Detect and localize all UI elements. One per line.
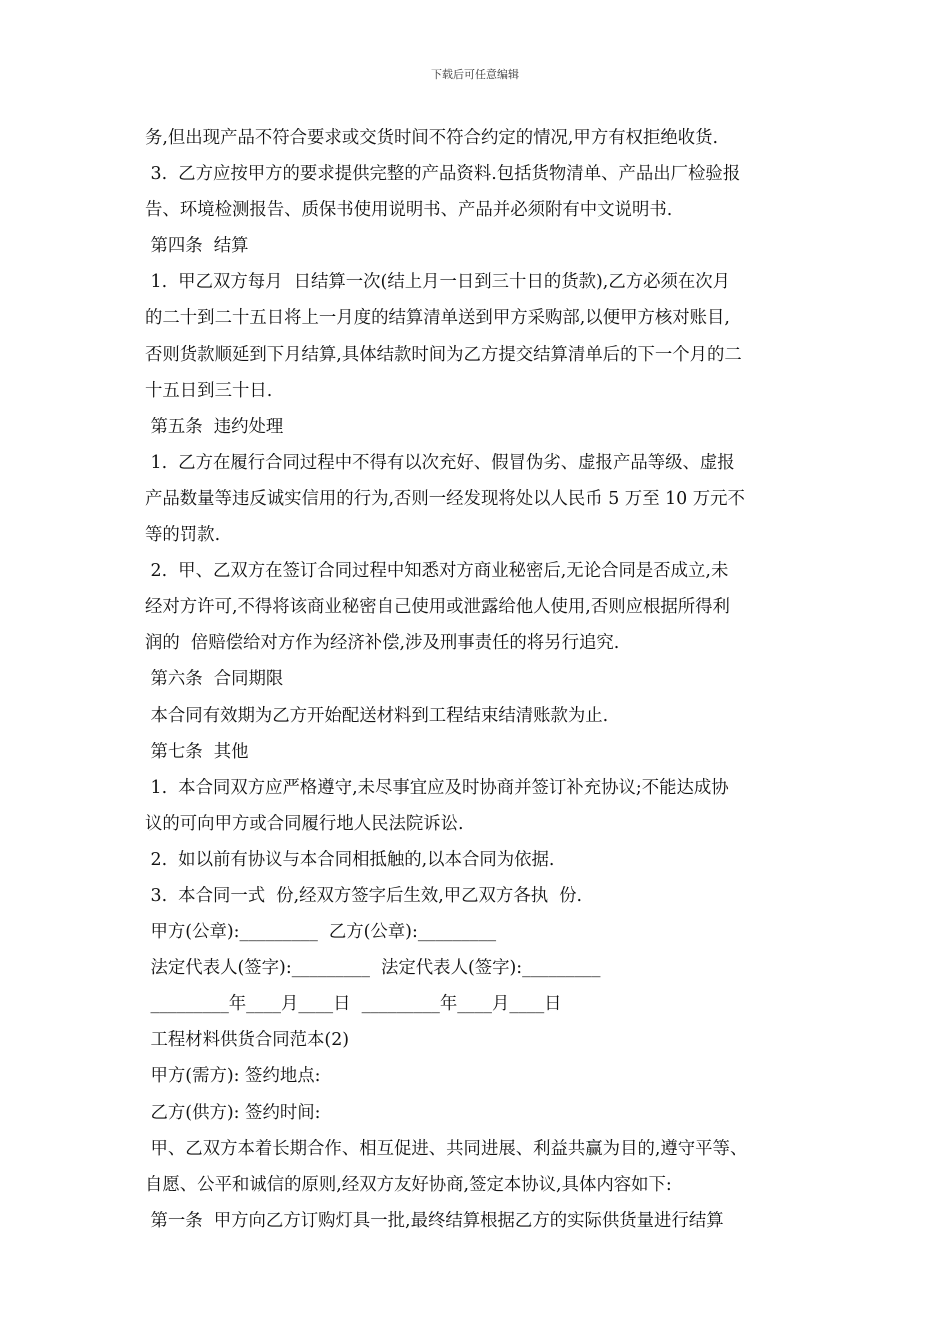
text-line: 3. 乙方应按甲方的要求提供完整的产品资料.包括货物清单、产品出厂检验报 [145, 164, 741, 185]
text-line: 议的可向甲方或合同履行地人民法院诉讼. [145, 813, 464, 834]
document-body [145, 120, 825, 1239]
text-line: 1. 本合同双方应严格遵守,未尽事宜应及时协商并签订补充协议;不能达成协 [145, 777, 729, 798]
text-line: 等的罚款. [145, 525, 221, 546]
section-heading: 第六条 合同期限 [145, 669, 284, 690]
text-line: 本合同有效期为乙方开始配送材料到工程结束结清账款为止. [145, 705, 609, 726]
text-line: 1. 乙方在履行合同过程中不得有以次充好、假冒伪劣、虚报产品等级、虚报 [145, 452, 735, 473]
text-line: 2. 如以前有协议与本合同相抵触的,以本合同为依据. [145, 849, 555, 870]
section-heading: 第五条 违约处理 [145, 416, 284, 437]
text-line: 2. 甲、乙双方在签订合同过程中知悉对方商业秘密后,无论合同是否成立,未 [145, 561, 729, 582]
text-line: 甲、乙双方本着长期合作、相互促进、共同进展、利益共赢为目的,遵守平等、 [145, 1138, 748, 1159]
text-line: 的二十到二十五日将上一月度的结算清单送到甲方采购部,以便甲方核对账目, [145, 308, 730, 329]
text-line: 润的 倍赔偿给对方作为经济补偿,涉及刑事责任的将另行追究. [145, 633, 620, 654]
text-line: 自愿、公平和诚信的原则,经双方友好协商,签定本协议,具体内容如下: [145, 1174, 672, 1195]
party-line: 乙方(供方): 签约时间: [145, 1102, 321, 1123]
text-line: 否则货款顺延到下月结算,具体结款时间为乙方提交结算清单后的下一个月的二 [145, 344, 742, 365]
signature-line: 甲方(公章):_________ 乙方(公章):_________ [145, 922, 497, 943]
text-line: 经对方许可,不得将该商业秘密自己使用或泄露给他人使用,否则应根据所得利 [145, 597, 730, 618]
party-line: 甲方(需方): 签约地点: [145, 1066, 321, 1087]
text-line: 产品数量等违反诚实信用的行为,否则一经发现将处以人民币 5 万至 10 万元不 [145, 488, 745, 509]
text-line: 十五日到三十日. [145, 380, 273, 401]
text-line: 告、环境检测报告、质保书使用说明书、产品并必须附有中文说明书. [145, 200, 673, 221]
text-line: 1. 甲乙双方每月 日结算一次(结上月一日到三十日的货款),乙方必须在次月 [145, 272, 731, 293]
page-header: 下载后可任意编辑 [431, 68, 519, 81]
section-heading: 第四条 结算 [145, 236, 249, 257]
signature-line: 法定代表人(签字):_________ 法定代表人(签字):_________ [145, 958, 601, 979]
text-line: 务,但出现产品不符合要求或交货时间不符合约定的情况,甲方有权拒绝收货. [145, 128, 719, 148]
document-title: 工程材料供货合同范本(2) [145, 1030, 350, 1051]
section-heading: 第七条 其他 [145, 741, 249, 762]
text-line: 3. 本合同一式 份,经双方签字后生效,甲乙双方各执 份. [145, 885, 583, 906]
date-line: _________年____月____日 _________年____月____日 [145, 994, 562, 1015]
text-line: 第一条 甲方向乙方订购灯具一批,最终结算根据乙方的实际供货量进行结算 [145, 1210, 724, 1231]
